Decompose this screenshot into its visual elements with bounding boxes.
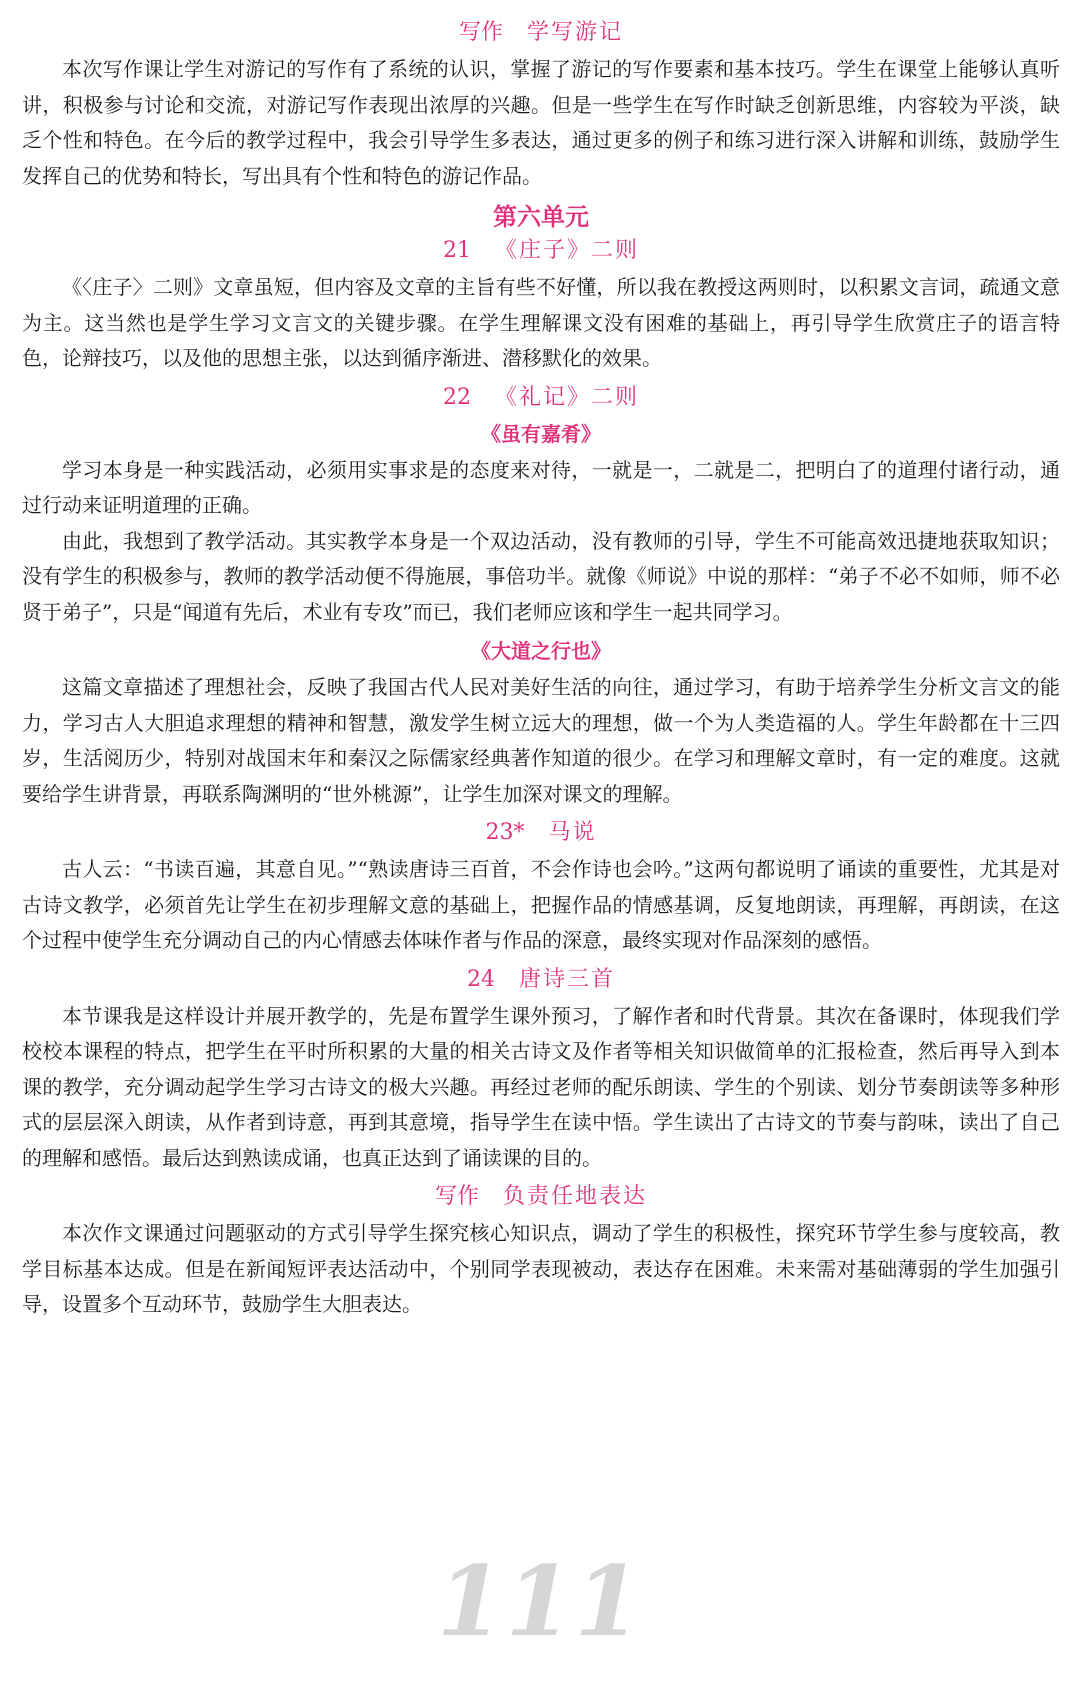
section-23 [22, 818, 1060, 959]
paragraph: 本次作文课通过问题驱动的方式引导学生探究核心知识点，调动了学生的积极性，探究环节学生参与度较高，教学目标基本达成。但是在新闻短评表达活动中，个别同学表现被动，表达存在困难。未来需对基础薄弱的学生加强引导，设置多个互动环节，鼓励学生大胆表达。 [22, 1221, 1060, 1316]
unit-title: 第六单元 [493, 203, 589, 231]
lesson-title: 《礼记》二则 [494, 384, 639, 410]
lesson-title: 马说 [548, 820, 597, 845]
heading-label: 写作 [434, 1184, 479, 1209]
heading-title: 学写游记 [527, 20, 624, 45]
section-heading [22, 18, 1060, 48]
section-writing-travelogue [22, 18, 1060, 194]
lesson-heading [22, 383, 1060, 413]
section-22 [22, 383, 1060, 813]
paragraph: 本节课我是这样设计并展开教学的，先是布置学生课外预习，了解作者和时代背景。其次在备课时，体现我们学校校本课程的特点，把学生在平时所积累的大量的相关古诗文及作者等相关知识做简单的汇报检查，然后再导入到本课的教学，充分调动起学生学习古诗文的极大兴趣。再经过老师的配乐朗读、学生的个别读、划分节奏朗读等多种形式的层层深入朗读，从作者到诗意，再到其意境，指导学生在读中悟。学生读出了古诗文的节奏与韵味，读出了自己的理解和感悟。最后达到熟读成诵，也真正达到了诵读课的目的。 [22, 1003, 1060, 1170]
lesson-number: 23* [485, 820, 525, 845]
paragraph: 学习本身是一种实践活动，必须用实事求是的态度来对待，一就是一，二就是二，把明白了的道理付诸行动，通过行动来证明道理的正确。 [22, 457, 1060, 517]
section-21 [22, 236, 1060, 377]
section-24 [22, 965, 1060, 1177]
subsection-title: 《虽有嘉肴》 [481, 421, 601, 446]
section-heading [22, 1182, 1060, 1212]
document-page [22, 16, 1060, 1329]
paragraph: 这篇文章描述了理想社会，反映了我国古代人民对美好生活的向往，通过学习，有助于培养学生分析文言文的能力，学习古人大胆追求理想的精神和智慧，激发学生树立远大的理想，做一个为人类造福的人。学生年龄都在十三四岁，生活阅历少，特别对战国末年和秦汉之际儒家经典著作知道的很少。在学习和理解文章时，有一定的难度。这就要给学生讲背景，再联系陶渊明的“世外桃源”，让学生加深对课文的理解。 [22, 675, 1060, 806]
lesson-heading [22, 965, 1060, 995]
paragraph: 《〈庄子〉二则》文章虽短，但内容及文章的主旨有些不好懂，所以我在教授这两则时，以积累文言词，疏通文意为主。这当然也是学生学习文言文的关键步骤。在学生理解课文没有困难的基础上，再引导学生欣赏庄子的语言特色，论辩技巧，以及他的思想主张，以达到循序渐进、潜移默化的效果。 [22, 275, 1060, 370]
lesson-number: 21 [442, 238, 471, 263]
section-writing-responsible-expression [22, 1182, 1060, 1323]
lesson-number: 24 [466, 966, 495, 992]
paragraph: 古人云：“书读百遍，其意自见。”“熟读唐诗三百首，不会作诗也会吟。”这两句都说明了诵读的重要性，尤其是对古诗文教学，必须首先让学生在初步理解文意的基础上，把握作品的情感基调，反复地朗读，再理解，再朗读，在这个过程中使学生充分调动自己的内心情感去体味作者与作品的深意，最终实现对作品深刻的感悟。 [22, 857, 1060, 952]
paragraph: 本次写作课让学生对游记的写作有了系统的认识，掌握了游记的写作要素和基本技巧。学生在课堂上能够认真听讲，积极参与讨论和交流，对游记写作表现出浓厚的兴趣。但是一些学生在写作时缺乏创新思维，内容较为平淡，缺乏个性和特色。在今后的教学过程中，我会引导学生多表达，通过更多的例子和练习进行深入讲解和训练，鼓励学生发挥自己的优势和特长，写出具有个性和特色的游记作品。 [22, 57, 1060, 188]
lesson-heading [22, 236, 1060, 266]
lesson-title: 《庄子》二则 [494, 238, 639, 263]
subsection-title: 《大道之行也》 [471, 639, 611, 663]
lesson-number: 22 [442, 384, 471, 410]
paragraph: 由此，我想到了教学活动。其实教学本身是一个双边活动，没有教师的引导，学生不可能高效迅捷地获取知识；没有学生的积极参与，教师的教学活动便不得施展，事倍功半。就像《师说》中说的那样：“弟子不必不如师，师不必贤于弟子”，只是“闻道有先后，术业有专攻”而已，我们老师应该和学生一起共同学习。 [22, 528, 1060, 624]
lesson-heading [22, 818, 1060, 848]
lesson-title: 唐诗三首 [518, 966, 615, 992]
page-number: 111 [436, 1545, 644, 1658]
heading-label: 写作 [458, 20, 503, 45]
heading-title: 负责任地表达 [503, 1184, 648, 1209]
